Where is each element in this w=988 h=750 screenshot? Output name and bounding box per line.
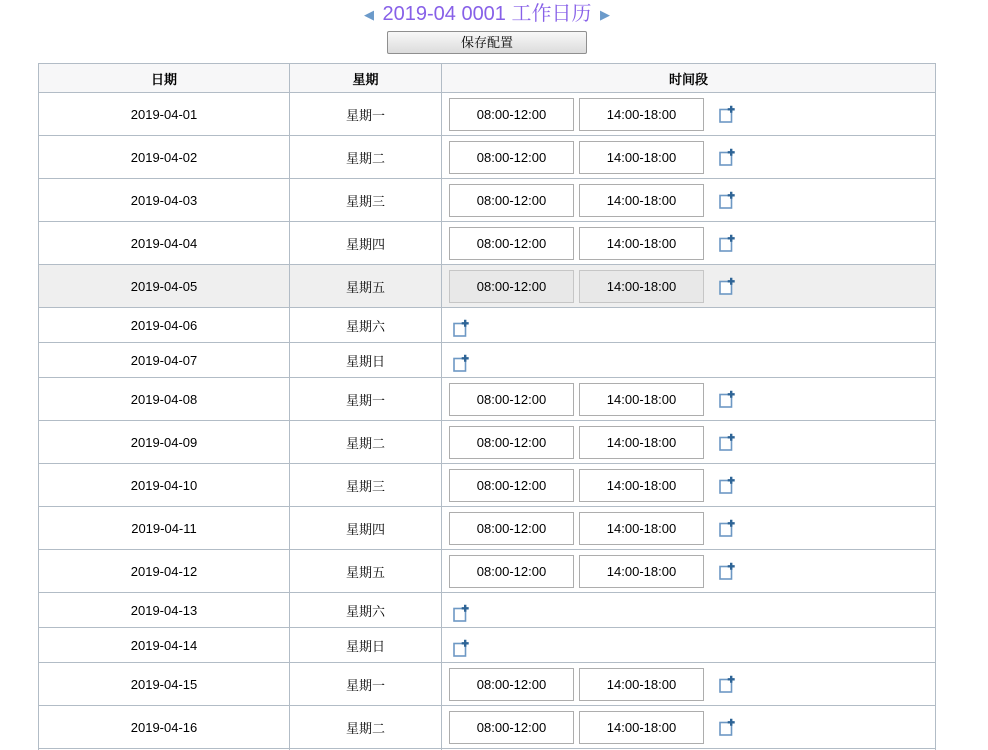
table-row [39,178,935,221]
time-slot-input[interactable]: 14:00-18:00 [579,512,704,545]
weekday-cell: 星期一 [289,93,441,135]
timeslots-cell [441,421,935,463]
time-slot-input[interactable]: 14:00-18:00 [579,227,704,260]
table-row [39,377,935,420]
date-cell: 2019-04-05 [130,278,198,294]
add-slot-icon[interactable] [453,604,470,622]
time-slot-input[interactable]: 14:00-18:00 [579,141,704,174]
date-cell: 2019-04-13 [130,602,198,618]
time-slot-input[interactable]: 08:00-12:00 [449,711,574,744]
time-slot-input[interactable]: 14:00-18:00 [579,270,704,303]
date-cell: 2019-04-14 [130,637,198,653]
time-slot-input[interactable]: 14:00-18:00 [579,668,704,701]
time-slot-input[interactable]: 08:00-12:00 [449,469,574,502]
date-cell: 2019-04-11 [131,520,197,536]
weekday-cell: 星期五 [289,265,441,307]
table-row [39,307,935,342]
table-row [39,342,935,377]
time-slot-input[interactable]: 08:00-12:00 [449,512,574,545]
table-row [39,92,935,135]
table-row [39,420,935,463]
date-cell: 2019-04-06 [130,317,198,333]
weekday-cell: 星期六 [289,593,441,627]
time-slot-input[interactable]: 08:00-12:00 [449,98,574,131]
weekday-cell: 星期五 [289,550,441,592]
timeslots-cell [441,663,935,705]
column-header-date: 日期 [150,71,177,87]
time-slot-input[interactable]: 08:00-12:00 [449,668,574,701]
add-slot-icon[interactable] [719,562,736,580]
weekday-cell: 星期一 [289,663,441,705]
table-row [39,463,935,506]
add-slot-icon[interactable] [719,476,736,494]
date-cell: 2019-04-01 [130,106,198,122]
weekday-cell: 星期日 [289,628,441,662]
timeslots-cell [441,507,935,549]
weekday-cell: 星期二 [289,421,441,463]
prev-month-arrow[interactable]: ◀ [364,7,375,22]
time-slot-input[interactable]: 14:00-18:00 [579,383,704,416]
time-slot-input[interactable]: 14:00-18:00 [579,426,704,459]
table-header-row [39,64,935,92]
weekday-cell: 星期四 [289,507,441,549]
timeslots-cell [441,464,935,506]
timeslots-cell [441,706,935,748]
table-row [39,264,935,307]
add-slot-icon[interactable] [719,277,736,295]
time-slot-input[interactable]: 14:00-18:00 [579,711,704,744]
column-header-week: 星期 [289,64,441,92]
time-slot-input[interactable]: 08:00-12:00 [449,555,574,588]
weekday-cell: 星期四 [289,222,441,264]
date-cell: 2019-04-03 [130,192,198,208]
table-row [39,221,935,264]
timeslots-cell [441,222,935,264]
table-row [39,627,935,662]
add-slot-icon[interactable] [453,639,470,657]
table-row [39,705,935,748]
date-cell: 2019-04-02 [130,149,198,165]
add-slot-icon[interactable] [719,148,736,166]
weekday-cell: 星期三 [289,179,441,221]
timeslots-cell [441,550,935,592]
time-slot-input[interactable]: 14:00-18:00 [579,184,704,217]
time-slot-input[interactable]: 08:00-12:00 [449,227,574,260]
timeslots-cell [441,179,935,221]
date-cell: 2019-04-09 [130,434,198,450]
timeslots-cell [441,308,935,342]
add-slot-icon[interactable] [719,718,736,736]
date-cell: 2019-04-10 [130,477,198,493]
page-title: 2019-04 0001 工作日历 [382,3,592,25]
table-row [39,549,935,592]
timeslots-cell [441,593,935,627]
weekday-cell: 星期三 [289,464,441,506]
date-cell: 2019-04-15 [130,676,198,692]
timeslots-cell [441,136,935,178]
column-header-timeslots: 时间段 [441,64,935,92]
table-row [39,662,935,705]
timeslots-cell [441,628,935,662]
date-cell: 2019-04-07 [130,352,198,368]
time-slot-input[interactable]: 08:00-12:00 [449,426,574,459]
add-slot-icon[interactable] [719,234,736,252]
timeslots-cell [441,265,935,307]
timeslots-cell [441,343,935,377]
timeslots-cell [441,93,935,135]
date-cell: 2019-04-12 [130,563,198,579]
add-slot-icon[interactable] [719,191,736,209]
time-slot-input[interactable]: 14:00-18:00 [579,555,704,588]
time-slot-input[interactable]: 08:00-12:00 [449,383,574,416]
add-slot-icon[interactable] [453,354,470,372]
weekday-cell: 星期日 [289,343,441,377]
weekday-cell: 星期二 [289,706,441,748]
time-slot-input[interactable]: 08:00-12:00 [449,184,574,217]
add-slot-icon[interactable] [719,390,736,408]
add-slot-icon[interactable] [719,675,736,693]
time-slot-input[interactable]: 08:00-12:00 [449,270,574,303]
time-slot-input[interactable]: 14:00-18:00 [579,98,704,131]
table-row [39,135,935,178]
timeslots-cell [441,378,935,420]
date-cell: 2019-04-16 [130,719,198,735]
weekday-cell: 星期二 [289,136,441,178]
date-cell: 2019-04-08 [130,391,198,407]
add-slot-icon[interactable] [719,519,736,537]
table-row [39,506,935,549]
time-slot-input[interactable]: 08:00-12:00 [449,141,574,174]
calendar-header [38,0,936,28]
save-config-button[interactable]: 保存配置 [387,31,587,54]
next-month-arrow[interactable]: ▶ [599,7,610,22]
table-row [39,592,935,627]
time-slot-input[interactable]: 14:00-18:00 [579,469,704,502]
weekday-cell: 星期六 [289,308,441,342]
weekday-cell: 星期一 [289,378,441,420]
add-slot-icon[interactable] [719,433,736,451]
date-cell: 2019-04-04 [130,235,198,251]
add-slot-icon[interactable] [719,105,736,123]
calendar-table [38,63,936,750]
add-slot-icon[interactable] [453,319,470,337]
